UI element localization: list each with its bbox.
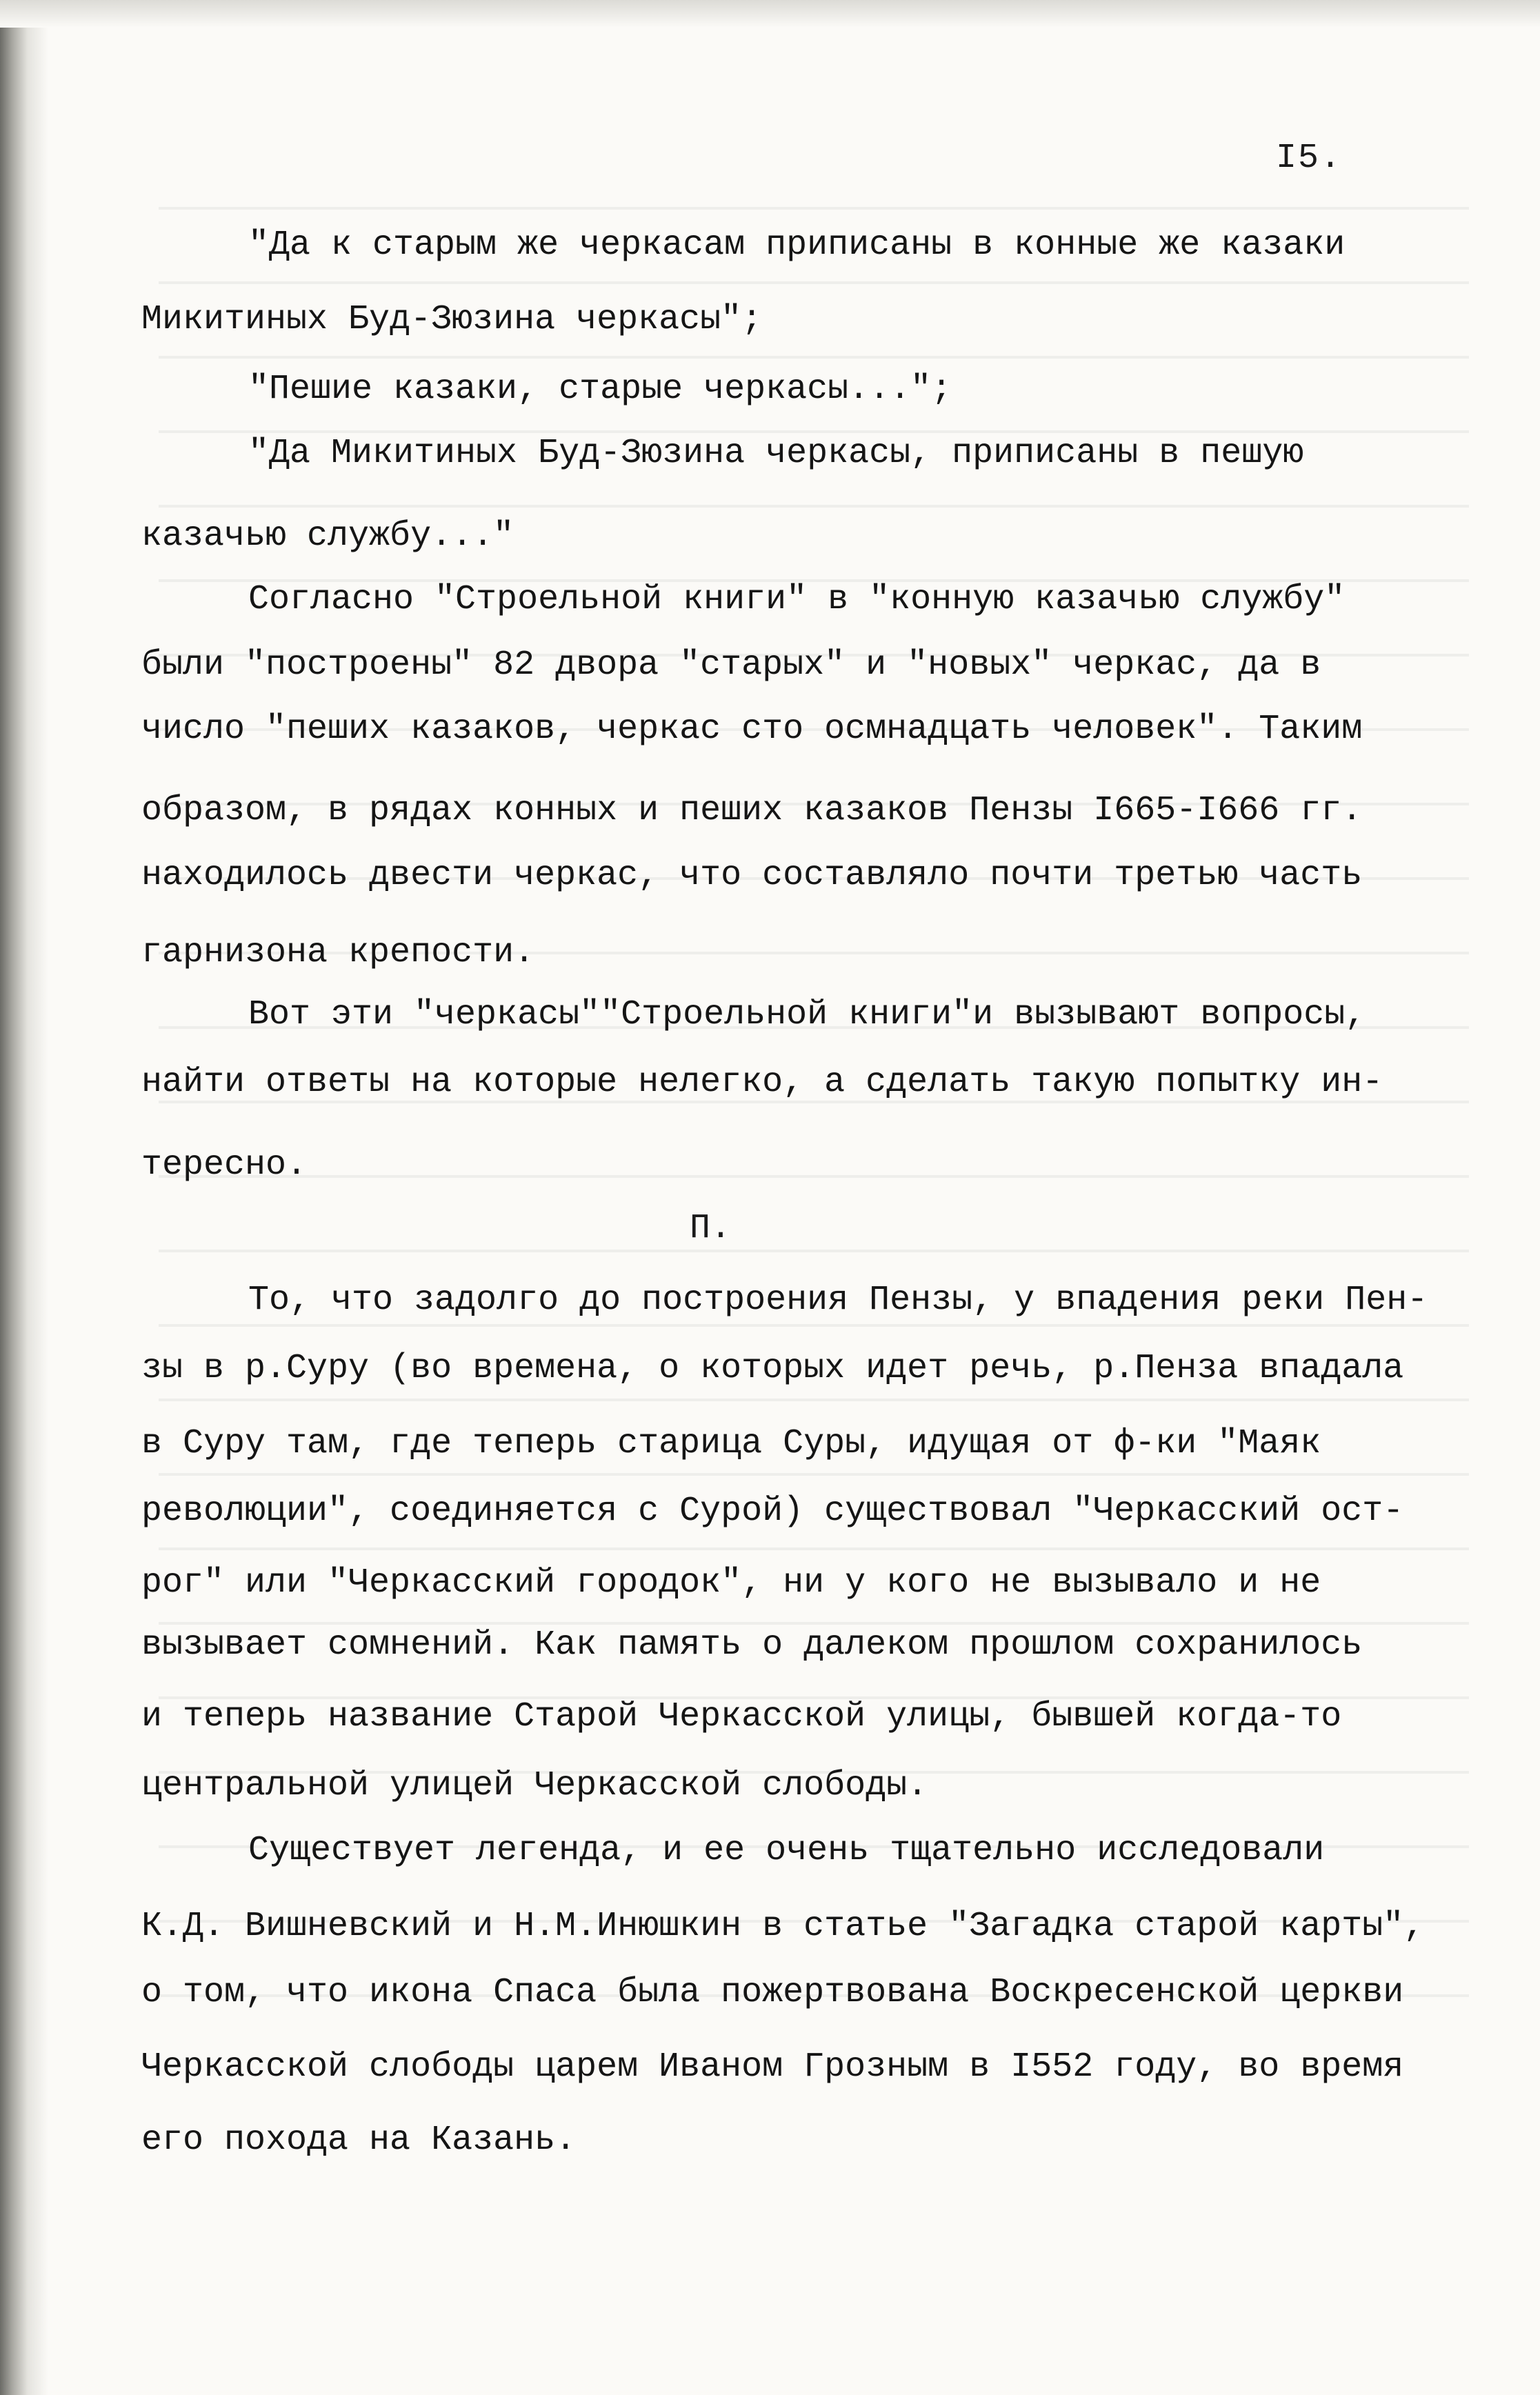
- text-line: Вот эти "черкасы""Строельной книги"и вызывают вопросы,: [248, 995, 1366, 1034]
- text-line: находилось двести черкас, что составляло почти третью часть: [141, 856, 1363, 895]
- section-number: П.: [690, 1209, 732, 1248]
- text-line: тересно.: [141, 1145, 308, 1185]
- text-line: "Да Микитиных Буд-Зюзина черкасы, приписаны в пешую: [248, 434, 1304, 473]
- text-line: То, что задолго до построения Пензы, у впадения реки Пен-: [248, 1281, 1428, 1320]
- text-line: образом, в рядах конных и пеших казаков Пензы I665-I666 гг.: [141, 791, 1363, 830]
- text-line: рог" или "Черкасский городок", ни у кого не вызывало и не: [141, 1563, 1321, 1603]
- text-line: и теперь название Старой Черкасской улицы, бывшей когда-то: [141, 1697, 1342, 1736]
- page-number: I5.: [1276, 139, 1343, 178]
- text-line: в Суру там, где теперь старица Суры, идущая от ф-ки "Маяк: [141, 1424, 1321, 1463]
- text-line: Существует легенда, и ее очень тщательно исследовали: [248, 1831, 1325, 1870]
- text-line: вызывает сомнений. Как память о далеком прошлом сохранилось: [141, 1625, 1363, 1665]
- text-line: Микитиных Буд-Зюзина черкасы";: [141, 300, 763, 339]
- text-line: найти ответы на которые нелегко, а сделать такую попытку ин-: [141, 1063, 1383, 1102]
- text-line: число "пеших казаков, черкас сто осмнадцать человек". Таким: [141, 710, 1363, 749]
- text-line: казачью службу...": [141, 517, 514, 556]
- text-line: были "построены" 82 двора "старых" и "новых" черкас, да в: [141, 645, 1321, 685]
- text-line: "Да к старым же черкасам приписаны в конные же казаки: [248, 226, 1346, 265]
- text-line: Черкасской слободы царем Иваном Грозным в I552 году, во время: [141, 2047, 1404, 2087]
- text-line: его похода на Казань.: [141, 2121, 577, 2160]
- text-line: "Пешие казаки, старые черкасы...";: [248, 370, 952, 409]
- text-line: гарнизона крепости.: [141, 933, 535, 972]
- text-line: Согласно "Строельной книги" в "конную казачью службу": [248, 580, 1346, 619]
- text-line: К.Д. Вишневский и Н.М.Инюшкин в статье "Загадка старой карты",: [141, 1907, 1425, 1946]
- text-line: о том, что икона Спаса была пожертвована Воскресенской церкви: [141, 1973, 1404, 2012]
- text-line: зы в р.Суру (во времена, о которых идет речь, р.Пенза впадала: [141, 1349, 1404, 1388]
- text-line: центральной улицей Черкасской слободы.: [141, 1766, 928, 1805]
- text-line: революции", соединяется с Сурой) существовал "Черкасский ост-: [141, 1492, 1404, 1531]
